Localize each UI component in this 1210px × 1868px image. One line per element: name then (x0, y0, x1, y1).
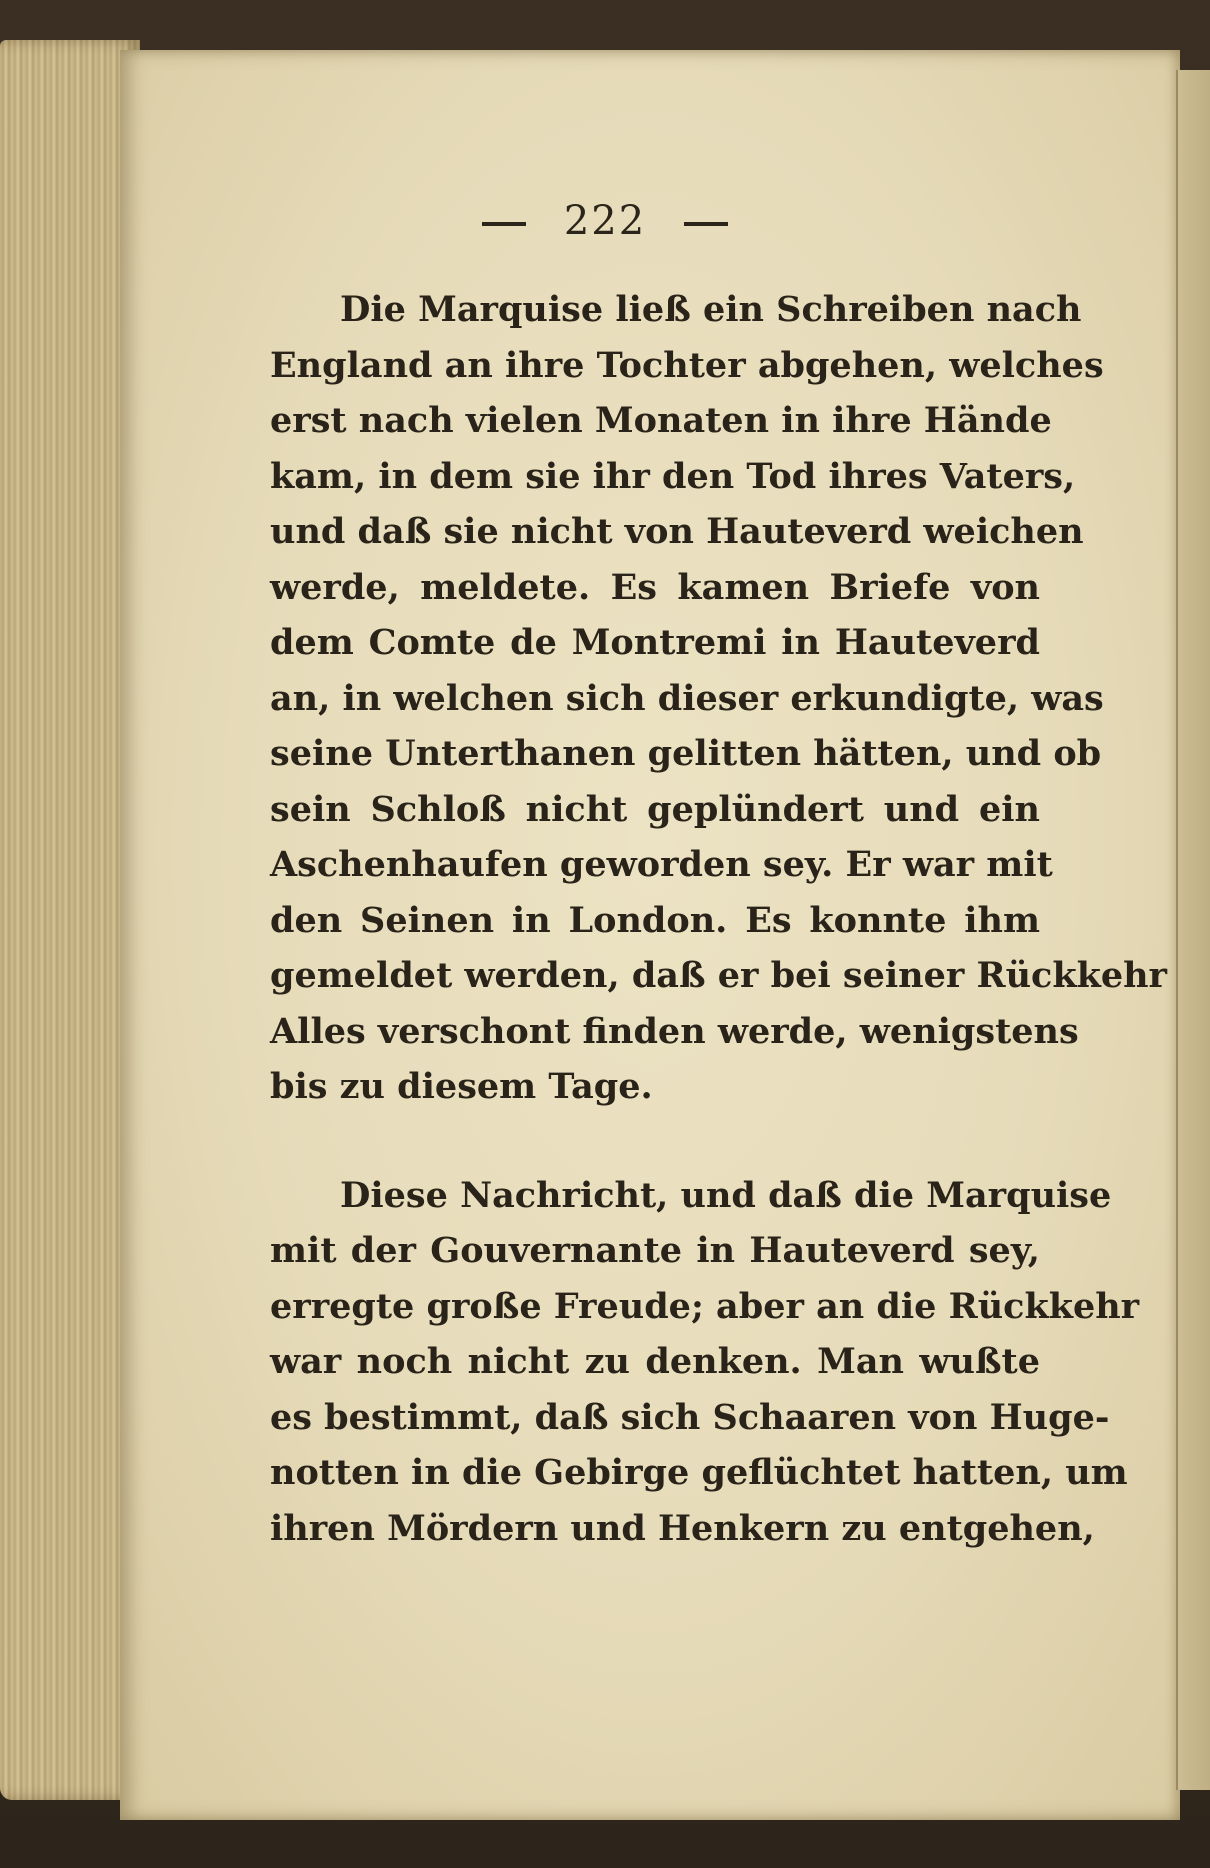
text-line: kam, in dem sie ihr den Tod ihres Vaters, (270, 455, 1076, 497)
page-edges-stack (0, 40, 140, 1800)
paragraph-1 (270, 282, 1167, 1115)
text-line: notten in die Gebirge geflüchtet hatten, um (270, 1452, 1128, 1493)
header-dash-right (684, 222, 728, 226)
text-line: gemeldet werden, daß er bei seiner Rückkehr (270, 955, 1167, 996)
paragraph-2 (270, 1168, 1140, 1557)
text-line: Alles verschont finden werde, wenigstens (270, 1010, 1079, 1052)
page-body (270, 282, 1167, 1556)
text-line: England an ihre Tochter abgehen, welches (270, 344, 1104, 386)
text-line: ihren Mördern und Henkern zu entgehen, (270, 1507, 1095, 1549)
text-line: den Seinen in London. Es konnte ihm (270, 899, 1040, 941)
text-line: mit der Gouvernante in Hauteverd sey, (270, 1230, 1040, 1271)
text-line: erst nach vielen Monaten in ihre Hände (270, 400, 1052, 441)
text-line: Aschenhaufen geworden sey. Er war mit (270, 844, 1053, 885)
paragraph-gap (270, 1115, 1040, 1168)
text-line: war noch nicht zu denken. Man wußte (270, 1341, 1040, 1382)
text-line: Diese Nachricht, und daß die Marquise (340, 1174, 1112, 1216)
page-number: 222 (563, 198, 647, 244)
text-line: erregte große Freude; aber an die Rückkehr (270, 1285, 1140, 1327)
text-line: dem Comte de Montremi in Hauteverd (270, 622, 1040, 663)
text-line: bis zu diesem Tage. (270, 1066, 653, 1107)
text-line: an, in welchen sich dieser erkundigte, was (270, 677, 1104, 719)
page-header (0, 198, 1210, 244)
header-dash-left (482, 222, 526, 226)
text-line: werde, meldete. Es kamen Briefe von (270, 566, 1040, 608)
text-line: seine Unterthanen gelitten hätten, und ob (270, 733, 1102, 774)
right-page-edge (1176, 70, 1210, 1790)
text-line: sein Schloß nicht geplündert und ein (270, 788, 1040, 830)
text-line: und daß sie nicht von Hauteverd weichen (270, 511, 1084, 552)
text-line: es bestimmt, daß sich Schaaren von Huge- (270, 1396, 1110, 1438)
text-line: Die Marquise ließ ein Schreiben nach (340, 289, 1082, 330)
